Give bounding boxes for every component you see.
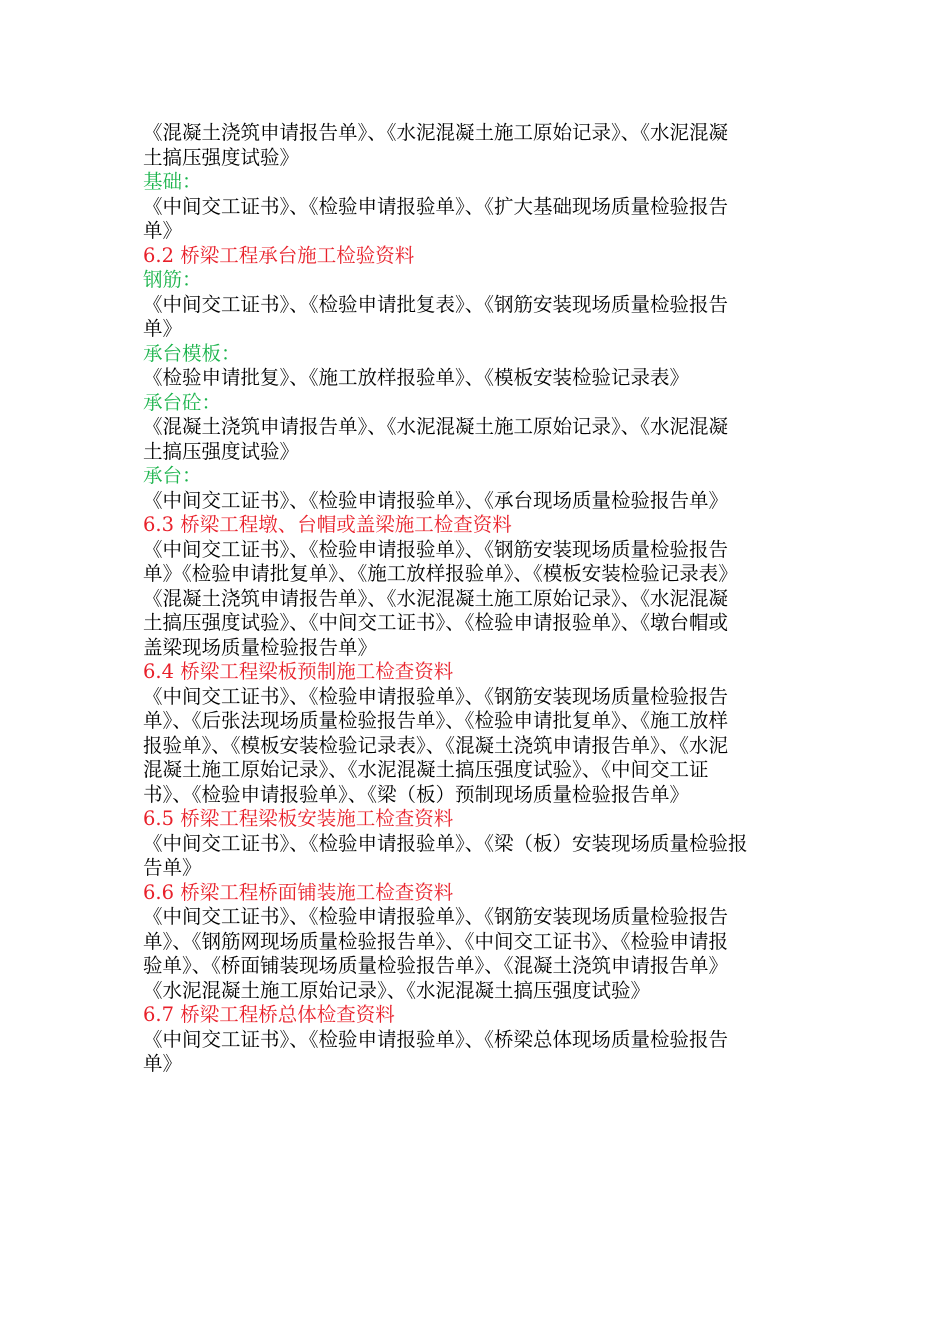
text-line: 报验单》、《模板安装检验记录表》、《混凝土浇筑申请报告单》、《水泥	[143, 733, 729, 757]
section-heading: 6.2 桥梁工程承台施工检验资料	[143, 243, 415, 267]
text-line: 《混凝土浇筑申请报告单》、《水泥混凝土施工原始记录》、《水泥混凝	[143, 121, 729, 144]
text-line: 单》	[143, 317, 183, 340]
text-line: 《检验申请批复》、《施工放样报验单》、《模板安装检验记录表》	[143, 366, 690, 389]
text-line: 单》、《钢筋网现场质量检验报告单》、《中间交工证书》、《检验申请报	[143, 929, 729, 953]
section-heading: 6.4 桥梁工程梁板预制施工检查资料	[143, 660, 454, 683]
section-heading: 6.5 桥梁工程梁板安装施工检查资料	[143, 807, 454, 830]
text-line: 《混凝土浇筑申请报告单》、《水泥混凝土施工原始记录》、《水泥混凝	[143, 586, 729, 610]
text-line: 混凝土施工原始记录》、《水泥混凝土搞压强度试验》、《中间交工证	[143, 758, 709, 781]
subheading: 基础：	[143, 170, 202, 193]
subheading: 承台：	[143, 464, 202, 487]
text-line: 《混凝土浇筑申请报告单》、《水泥混凝土施工原始记录》、《水泥混凝	[143, 415, 729, 438]
text-line: 《中间交工证书》、《检验申请报验单》、《梁（板）安装现场质量检验报	[143, 831, 748, 855]
text-line: 书》、《检验申请报验单》、《梁（板）预制现场质量检验报告单》	[143, 782, 690, 806]
text-line: 《中间交工证书》、《检验申请批复表》、《钢筋安装现场质量检验报告	[143, 292, 729, 316]
section-heading: 6.3 桥梁工程墩、台帽或盖梁施工检查资料	[143, 513, 512, 536]
text-line: 告单》	[143, 856, 202, 879]
text-line: 盖梁现场质量检验报告单》	[143, 635, 378, 659]
subheading: 承台模板：	[143, 341, 241, 365]
text-line: 《中间交工证书》、《检验申请报验单》、《钢筋安装现场质量检验报告	[143, 905, 729, 928]
text-line: 土搞压强度试验》	[143, 145, 300, 169]
text-line: 单》	[143, 1052, 183, 1075]
text-line: 《中间交工证书》、《检验申请报验单》、《承台现场质量检验报告单》	[143, 488, 729, 512]
text-line: 《中间交工证书》、《检验申请报验单》、《钢筋安装现场质量检验报告	[143, 684, 729, 708]
text-line: 《水泥混凝土施工原始记录》、《水泥混凝土搞压强度试验》	[143, 978, 651, 1002]
text-line: 《中间交工证书》、《检验申请报验单》、《扩大基础现场质量检验报告	[143, 194, 729, 218]
text-line: 验单》、《桥面铺装现场质量检验报告单》、《混凝土浇筑申请报告单》	[143, 954, 729, 977]
text-line: 土搞压强度试验》、《中间交工证书》、《检验申请报验单》、《墩台帽或	[143, 611, 729, 634]
document-page	[143, 121, 809, 1077]
subheading: 钢筋：	[143, 268, 202, 291]
section-heading: 6.7 桥梁工程桥总体检查资料	[143, 1003, 395, 1026]
section-heading: 6.6 桥梁工程桥面铺装施工检查资料	[143, 880, 454, 904]
text-line: 土搞压强度试验》	[143, 439, 300, 463]
text-line: 单》、《后张法现场质量检验报告单》、《检验申请批复单》、《施工放样	[143, 709, 729, 732]
text-line: 单》	[143, 219, 183, 242]
text-line: 《中间交工证书》、《检验申请报验单》、《桥梁总体现场质量检验报告	[143, 1027, 729, 1051]
text-line: 《中间交工证书》、《检验申请报验单》、《钢筋安装现场质量检验报告	[143, 537, 729, 561]
subheading: 承台砼：	[143, 390, 222, 414]
text-line: 单》《检验申请批复单》、《施工放样报验单》、《模板安装检验记录表》	[143, 562, 738, 585]
